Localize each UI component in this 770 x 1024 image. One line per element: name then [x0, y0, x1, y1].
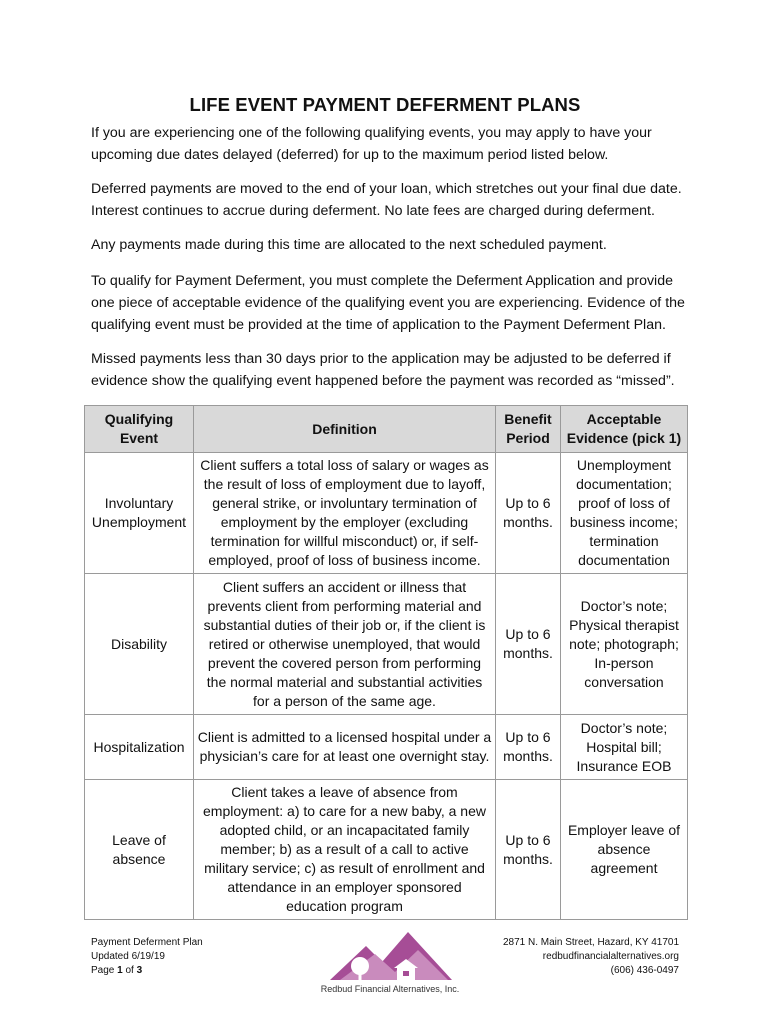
table-row	[85, 574, 688, 715]
definition-cell: Client takes a leave of absence from employment: a) to care for a new baby, a new adopted child, or an incapacitated family member; b) as a result of a call to active military service; c) as result of enrollment and attendance in an employer sponsored education program	[194, 780, 496, 920]
event-cell: Leave of absence	[85, 780, 194, 920]
definition-cell: Client is admitted to a licensed hospital under a physician’s care for at least one overnight stay.	[194, 715, 496, 780]
logo-caption: Redbud Financial Alternatives, Inc.	[320, 984, 460, 994]
definition-cell: Client suffers a total loss of salary or wages as the result of loss of employment due to layoff, general strike, or involuntary termination of employment by the employer (excluding termination for willful misconduct) or, if self-employed, proof of loss of business income.	[194, 453, 496, 574]
table-header-row	[85, 406, 688, 453]
logo-tree-trunk	[359, 970, 362, 980]
footer-plan-info	[91, 936, 203, 978]
footer-phone: (606) 436-0497	[610, 965, 679, 976]
evidence-cell: Doctor’s note; Hospital bill; Insurance EOB	[561, 715, 688, 780]
period-cell: Up to 6 months.	[496, 715, 561, 780]
qualify-paragraph: To qualify for Payment Deferment, you must complete the Deferment Application and provide one piece of acceptable evidence of the qualifying event you are experiencing. Evidence of the qualifying event must be provided at the time of application to the Payment Deferment Plan.	[91, 273, 685, 333]
intro-paragraph: If you are experiencing one of the following qualifying events, you may apply to have your upcoming due dates delayed (deferred) for up to the maximum period listed below.	[91, 125, 652, 163]
footer-address: 2871 N. Main Street, Hazard, KY 41701	[502, 937, 679, 948]
definition-cell: Client suffers an accident or illness that prevents client from performing material and substantial duties of their job or, if the client is retired or otherwise unemployed, that would prevent the covered person from performing the normal material and substantial activities for a person of the same age.	[194, 574, 496, 715]
missed-payments-paragraph: Missed payments less than 30 days prior to the application may be adjusted to be deferred if evidence show the qualifying event happened before the payment was recorded as “missed”.	[91, 351, 675, 389]
header-benefit-period: Benefit Period	[496, 406, 561, 453]
page-title: LIFE EVENT PAYMENT DEFERMENT PLANS	[189, 94, 581, 115]
footer-contact-info	[459, 936, 679, 978]
evidence-cell: Unemployment documentation; proof of loss of business income; termination documentation	[561, 453, 688, 574]
event-cell: Hospitalization	[85, 715, 194, 780]
table-row	[85, 780, 688, 920]
header-qualifying-event: Qualifying Event	[85, 406, 194, 453]
period-cell: Up to 6 months.	[496, 453, 561, 574]
allocation-paragraph: Any payments made during this time are allocated to the next scheduled payment.	[91, 237, 607, 253]
footer-page-number: Page 1 of 3	[91, 965, 143, 976]
header-acceptable-evidence: Acceptable Evidence (pick 1)	[561, 406, 688, 453]
event-cell: Disability	[85, 574, 194, 715]
logo-house-window	[403, 971, 409, 976]
footer-updated-date: Updated 6/19/19	[91, 951, 165, 962]
deferral-paragraph: Deferred payments are moved to the end of your loan, which stretches out your final due date. Interest continues to accrue during deferment. No late fees are charged during deferment.	[91, 181, 682, 219]
period-cell: Up to 6 months.	[496, 780, 561, 920]
evidence-cell: Doctor’s note; Physical therapist note; photograph; In-person conversation	[561, 574, 688, 715]
qualifying-events-table	[84, 405, 688, 920]
header-definition: Definition	[194, 406, 496, 453]
evidence-cell: Employer leave of absence agreement	[561, 780, 688, 920]
table-row	[85, 715, 688, 780]
footer-website: redbudfinancialalternatives.org	[542, 951, 679, 962]
footer-plan-name: Payment Deferment Plan	[91, 937, 203, 948]
period-cell: Up to 6 months.	[496, 574, 561, 715]
event-cell: Involuntary Unemployment	[85, 453, 194, 574]
table-row	[85, 453, 688, 574]
